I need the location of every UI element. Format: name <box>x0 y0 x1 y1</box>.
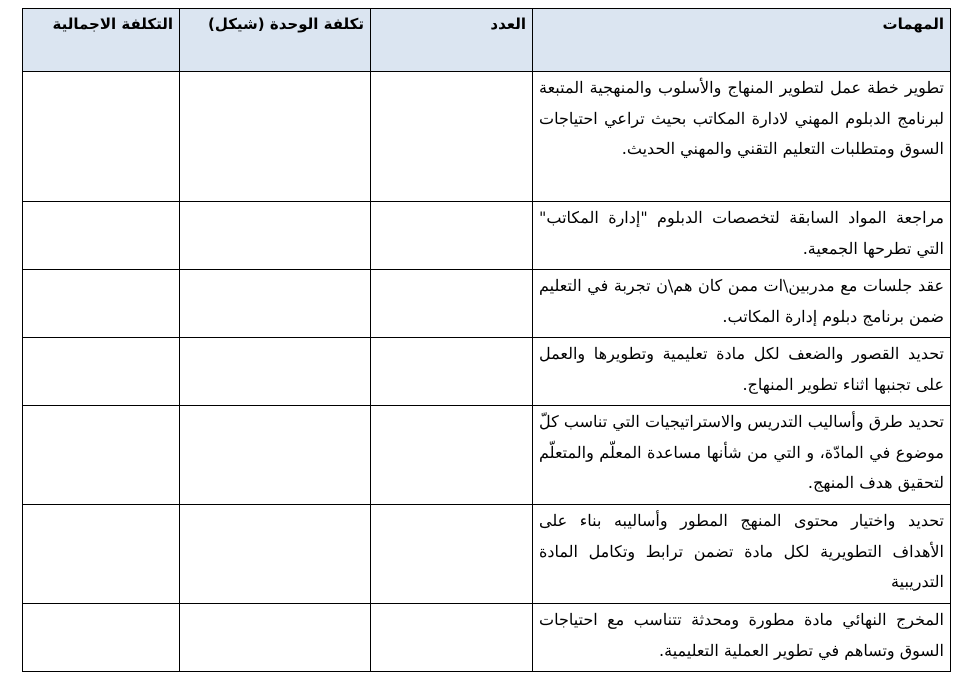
task-cell: مراجعة المواد السابقة لتخصصات الدبلوم "إدارة المكاتب" التي تطرحها الجمعية. <box>533 202 951 270</box>
task-cell: تحديد القصور والضعف لكل مادة تعليمية وتطويرها والعمل على تجنبها اثناء تطوير المنهاج. <box>533 338 951 406</box>
header-count: العدد <box>371 9 533 72</box>
total-cost-cell <box>23 406 180 505</box>
header-tasks: المهمات <box>533 9 951 72</box>
count-cell <box>371 202 533 270</box>
count-cell <box>371 406 533 505</box>
total-cost-cell <box>23 604 180 672</box>
table-row <box>23 338 951 406</box>
unit-cost-cell <box>180 604 371 672</box>
count-cell <box>371 338 533 406</box>
table-row <box>23 505 951 604</box>
header-unit-cost: تكلفة الوحدة (شيكل) <box>180 9 371 72</box>
task-cell: عقد جلسات مع مدربين\ات ممن كان هم\ن تجربة في التعليم ضمن برنامج دبلوم إدارة المكاتب. <box>533 270 951 338</box>
total-cost-cell <box>23 505 180 604</box>
table-row <box>23 202 951 270</box>
count-cell <box>371 604 533 672</box>
header-total-cost: التكلفة الاجمالية <box>23 9 180 72</box>
total-cost-cell <box>23 270 180 338</box>
unit-cost-cell <box>180 72 371 202</box>
total-cost-cell <box>23 202 180 270</box>
unit-cost-cell <box>180 202 371 270</box>
table-row <box>23 72 951 202</box>
task-cell: تحديد طرق وأساليب التدريس والاستراتيجيات التي تناسب كلّ موضوع في المادّة، و التي من شأنها مساعدة المعلّم والمتعلّم لتحقيق هدف المنهج. <box>533 406 951 505</box>
unit-cost-cell <box>180 338 371 406</box>
header-row <box>23 9 951 72</box>
budget-table <box>22 8 951 672</box>
count-cell <box>371 72 533 202</box>
table-row <box>23 270 951 338</box>
unit-cost-cell <box>180 505 371 604</box>
table-row <box>23 406 951 505</box>
unit-cost-cell <box>180 270 371 338</box>
count-cell <box>371 505 533 604</box>
task-cell: تطوير خطة عمل لتطوير المنهاج والأسلوب والمنهجية المتبعة لبرنامج الدبلوم المهني لادارة المكاتب بحيث تراعي احتياجات السوق ومتطلبات التعليم التقني والمهني الحديث. <box>533 72 951 202</box>
unit-cost-cell <box>180 406 371 505</box>
total-cost-cell <box>23 72 180 202</box>
total-cost-cell <box>23 338 180 406</box>
task-cell: المخرج النهائي مادة مطورة ومحدثة تتناسب مع احتياجات السوق وتساهم في تطوير العملية التعليمية. <box>533 604 951 672</box>
count-cell <box>371 270 533 338</box>
task-cell: تحديد واختيار محتوى المنهج المطور وأساليبه بناء على الأهداف التطويرية لكل مادة تضمن ترابط وتكامل المادة التدريبية <box>533 505 951 604</box>
table-row <box>23 604 951 672</box>
